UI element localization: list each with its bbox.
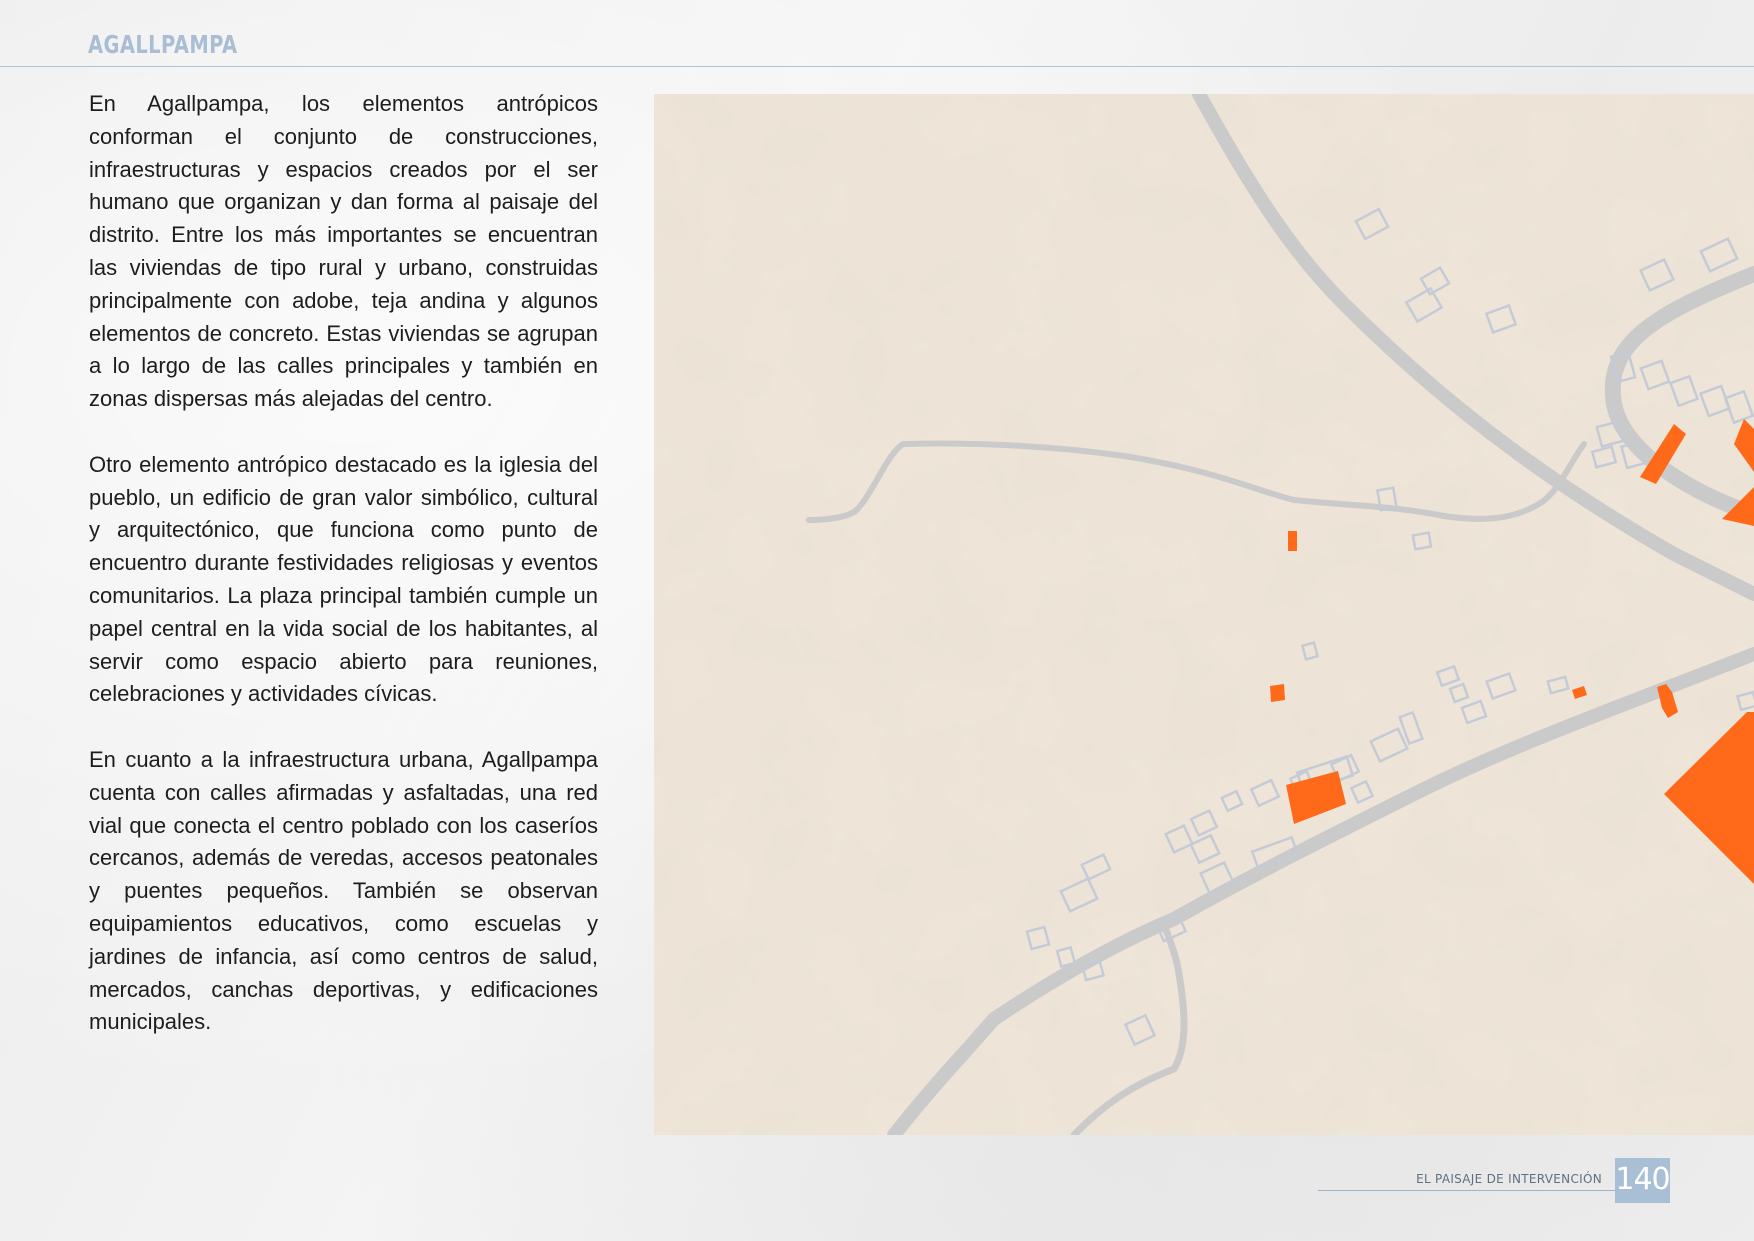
site-map-drawing: [654, 94, 1754, 1135]
site-map: [654, 94, 1754, 1135]
paragraph-1: En Agallpampa, los elementos antrópicos conforman el conjunto de construcciones, infraestructuras y espacios creados por el ser humano que organizan y dan forma al paisaje del distrito. Entre los más importantes se encuentran las viviendas de tipo rural y urbano, construidas principalmente con adobe, teja andina y algunos elementos de concreto. Estas viviendas se agrupan a lo largo de las calles principales y también en zonas dispersas más alejadas del centro.: [89, 91, 598, 412]
body-text: [89, 88, 598, 1072]
paragraph-2: Otro elemento antrópico destacado es la iglesia del pueblo, un edificio de gran valor simbólico, cultural y arquitectónico, que funciona como punto de encuentro durante festividades religiosas y eventos comunitarios. La plaza principal también cumple un papel central en la vida social de los habitantes, al servir como espacio abierto para reuniones, celebraciones y actividades cívicas.: [89, 451, 598, 707]
section-label: EL PAISAJE DE INTERVENCIÓN: [1416, 1172, 1602, 1186]
page-number-badge: [1615, 1158, 1670, 1203]
page-number: 140: [1615, 1162, 1670, 1197]
paragraph-3: En cuanto a la infraestructura urbana, Agallpampa cuenta con calles afirmadas y asfaltadas, una red vial que conecta el centro poblado con los caseríos cercanos, además de veredas, accesos peatonales y puentes pequeños. También se observan equipamientos educativos, como escuelas y jardines de infancia, así como centros de salud, mercados, canchas deportivas, y edificaciones municipales.: [89, 746, 598, 1035]
map-texture: [654, 94, 1754, 1135]
highlight-building: [1270, 684, 1285, 702]
highlight-building: [1288, 531, 1297, 551]
footer-rule: [1318, 1190, 1616, 1191]
page-title: AGALLPAMPA: [88, 30, 238, 59]
page-header: [0, 0, 1754, 67]
